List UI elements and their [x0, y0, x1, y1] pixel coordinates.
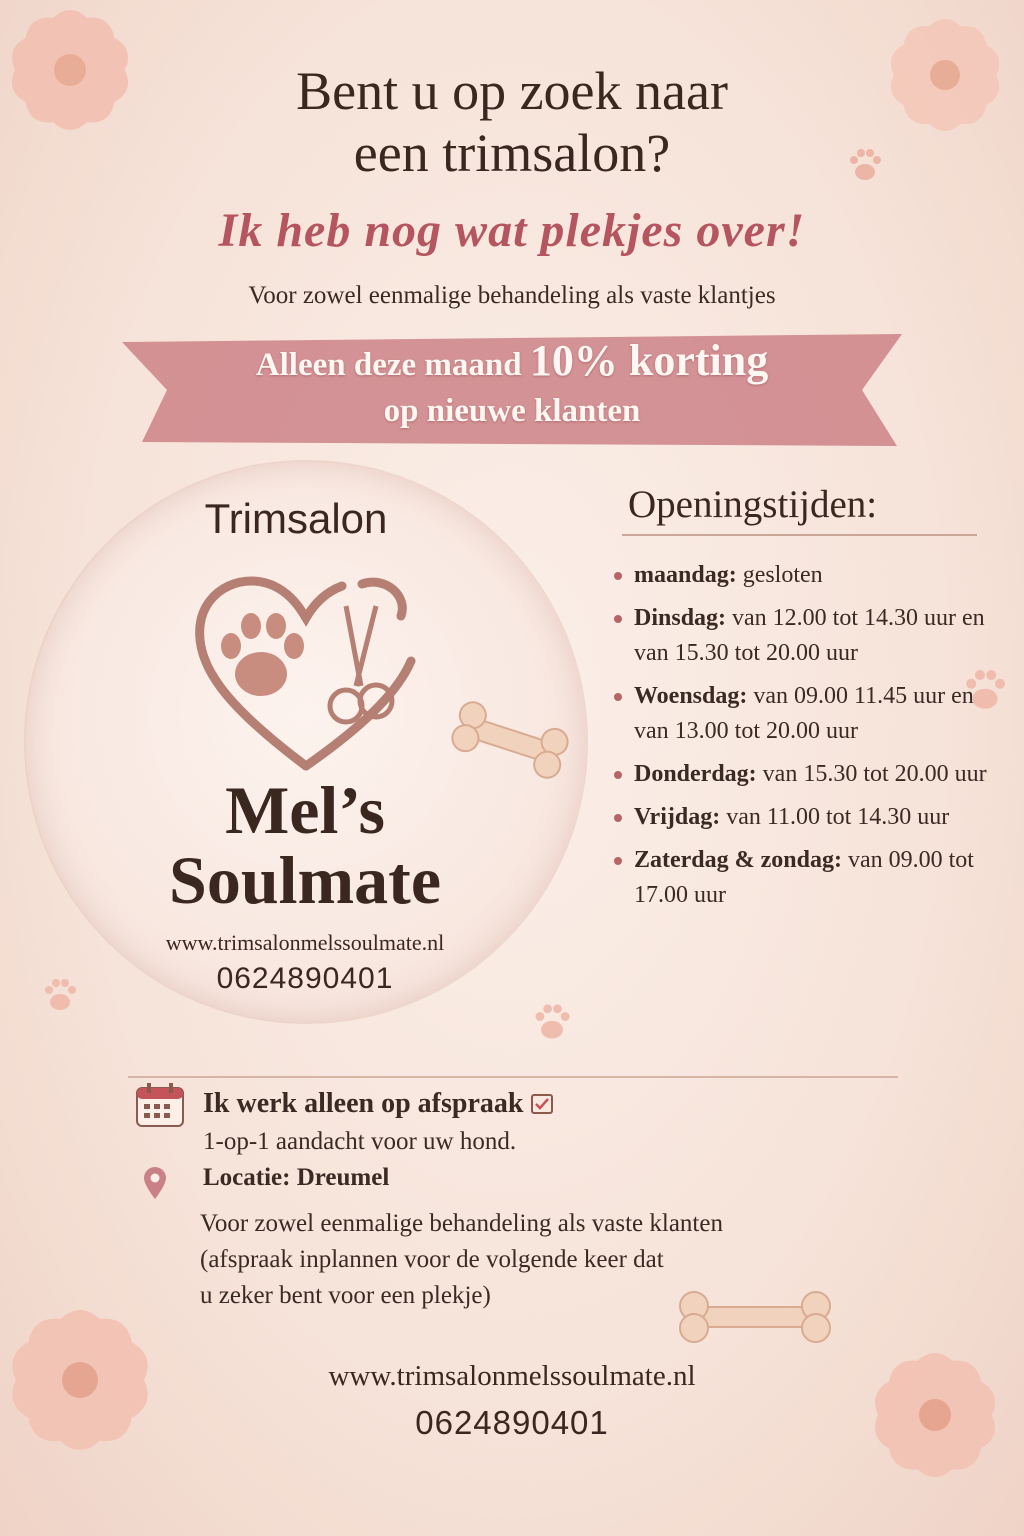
- bone-icon: [670, 1282, 840, 1352]
- calendar-icon: [134, 1080, 186, 1130]
- booking-note-line: (afspraak inplannen voor de volgende keer dat: [200, 1246, 664, 1273]
- appointment-only: [203, 1088, 554, 1120]
- hours-title: Openingstijden:: [628, 483, 878, 526]
- brand-label: Trimsalon: [204, 495, 388, 542]
- brand-name-line-1: Mel’s: [225, 772, 385, 848]
- footer-phone-number[interactable]: 0624890401: [415, 1404, 609, 1441]
- booking-note-line: Voor zowel eenmalige behandeling als vaste klanten: [200, 1210, 723, 1237]
- day-label: Woensdag:: [634, 683, 748, 709]
- hours-list: [612, 558, 1002, 921]
- day-label: Donderdag:: [634, 761, 757, 787]
- hours-item: [612, 757, 1002, 792]
- appointment-text: Ik werk alleen op afspraak: [203, 1088, 524, 1119]
- hours-item: [612, 800, 1002, 835]
- bone-icon: [445, 700, 575, 780]
- promo-discount: 10% korting: [529, 336, 769, 385]
- promo-banner: [0, 338, 1024, 434]
- hours-item: [612, 558, 1002, 593]
- day-hours: gesloten: [742, 562, 823, 588]
- footer-website-link[interactable]: www.trimsalonmelssoulmate.nl: [328, 1360, 696, 1392]
- day-label: Zaterdag & zondag:: [634, 847, 842, 873]
- heart-paw-scissors-logo: [186, 566, 426, 776]
- location-pin-icon: [142, 1166, 168, 1200]
- headline-line-2: een trimsalon?: [353, 123, 671, 183]
- day-label: Vrijdag:: [634, 804, 721, 830]
- subtitle: Voor zowel eenmalige behandeling als vaste klantjes: [248, 282, 776, 309]
- day-hours: van 09.00 11.45 uur en van 13.00 tot 20.00 uur: [634, 683, 974, 744]
- promo-text: Alleen deze maand: [255, 347, 522, 383]
- paw-icon: [530, 1000, 574, 1044]
- day-hours: van 12.00 tot 14.30 uur en van 15.30 tot 20.00 uur: [634, 605, 985, 666]
- day-hours: van 15.30 tot 20.00 uur: [762, 761, 987, 787]
- script-tagline: Ik heb nog wat plekjes over!: [218, 204, 806, 257]
- hours-underline: [622, 534, 977, 538]
- phone-number[interactable]: 0624890401: [216, 962, 394, 995]
- promo-line-2: op nieuwe klanten: [383, 393, 641, 429]
- hours-item: [612, 601, 1002, 671]
- website-link[interactable]: www.trimsalonmelssoulmate.nl: [165, 930, 445, 955]
- attention-text: 1-op-1 aandacht voor uw hond.: [203, 1128, 517, 1155]
- hours-item: [612, 843, 1002, 913]
- day-hours: van 11.00 tot 14.30 uur: [726, 804, 950, 830]
- location-text: Locatie: Dreumel: [203, 1164, 390, 1191]
- booking-note-line: u zeker bent voor een plekje): [200, 1282, 491, 1309]
- section-divider: [128, 1076, 898, 1079]
- day-label: Dinsdag:: [634, 605, 727, 631]
- checkbox-calendar-icon: [530, 1091, 554, 1115]
- day-hours: van 09.00 tot 17.00 uur: [634, 847, 974, 908]
- brand-name-line-2: Soulmate: [169, 842, 441, 918]
- day-label: maandag:: [634, 562, 737, 588]
- hours-item: [612, 679, 1002, 749]
- headline-line-1: Bent u op zoek naar: [296, 61, 728, 121]
